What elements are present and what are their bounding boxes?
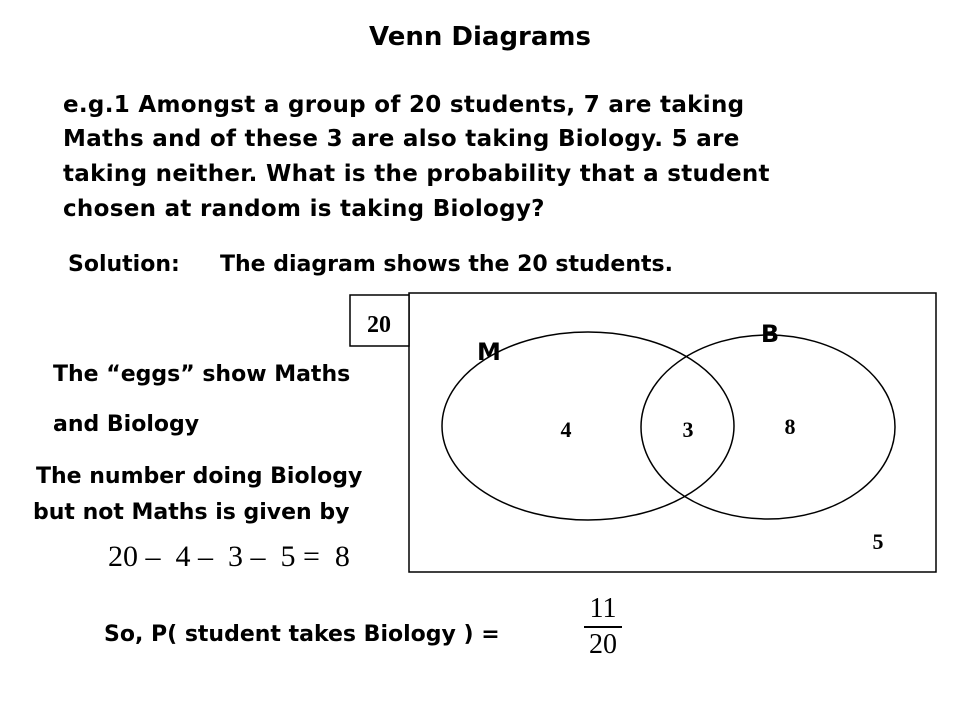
biology-set-circle: [641, 335, 895, 519]
question-line-2: Maths and of these 3 are also taking Biology. 5 are: [63, 126, 740, 152]
question-line-3: taking neither. What is the probability that a student: [63, 161, 770, 187]
answer-numerator: 11: [589, 593, 617, 624]
eggs-note-line-2: and Biology: [53, 412, 200, 437]
question-line-1: e.g.1 Amongst a group of 20 students, 7 are taking: [63, 92, 745, 118]
calc-note-line-1: The number doing Biology: [36, 464, 363, 489]
only-biology-value: 8: [784, 414, 796, 439]
question-line-4: chosen at random is taking Biology?: [63, 196, 545, 222]
total-value: 20: [367, 312, 391, 338]
only-maths-value: 4: [560, 417, 572, 442]
neither-value: 5: [872, 529, 884, 554]
calc-equation: 20 – 4 – 3 – 5 = 8: [108, 540, 350, 573]
answer-text: So, P( student takes Biology ) =: [104, 622, 500, 647]
page-title: Venn Diagrams: [369, 22, 591, 52]
set-m-label: M: [477, 338, 501, 366]
set-b-label: B: [760, 320, 780, 348]
eggs-note-line-1: The “eggs” show Maths: [53, 362, 351, 387]
answer-fraction: [584, 592, 622, 662]
solution-text: The diagram shows the 20 students.: [220, 252, 673, 277]
solution-label: Solution:: [68, 252, 180, 277]
answer-denominator: 20: [589, 629, 617, 660]
calc-note-line-2: but not Maths is given by: [33, 500, 350, 525]
both-value: 3: [682, 417, 694, 442]
universal-set-box: [409, 293, 936, 572]
